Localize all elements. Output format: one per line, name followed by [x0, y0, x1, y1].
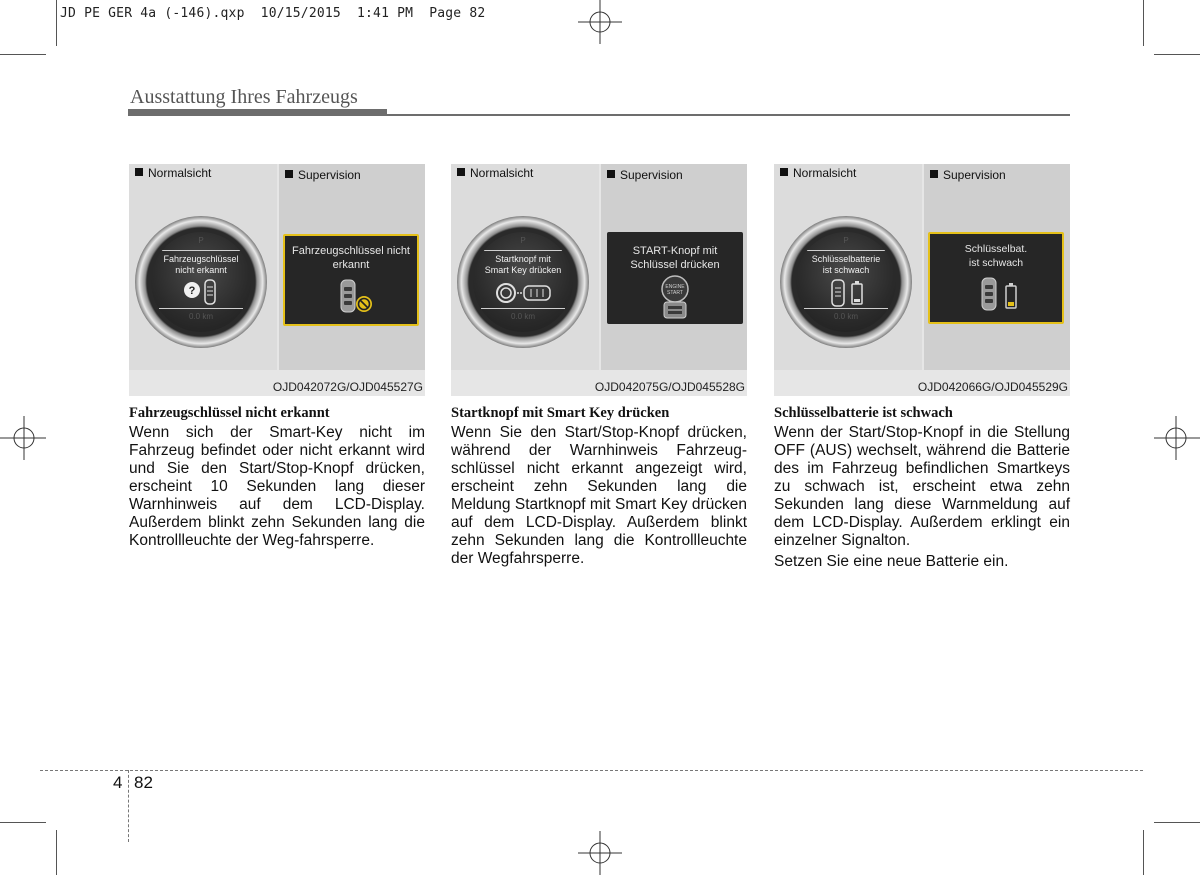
crop-mark — [0, 822, 46, 823]
registration-mark-right — [1154, 414, 1200, 462]
column-heading: Startknopf mit Smart Key drücken — [451, 405, 670, 421]
registration-mark-bottom — [576, 831, 624, 875]
column-heading: Schlüsselbatterie ist schwach — [774, 405, 953, 421]
column-body — [451, 424, 747, 568]
lcd-message: Fahrzeugschlüssel nicht erkannt — [291, 245, 410, 271]
panel-normal-view — [451, 164, 599, 370]
paragraph: Wenn Sie den Start/Stop-Knopf drücken, während der Warnhinweis Fahrzeug-schlüssel nicht erkannt angezeigt wird, erscheint zehn Sekunden lang die Meldung Startknopf mit Smart Key drücken auf dem LCD-Display. Außerdem blinkt zehn Sekunden lang die Kontrollleuchte der Wegfahrsperre. — [451, 424, 747, 567]
lcd-display — [928, 232, 1064, 324]
figure-press-start-with-key — [451, 164, 747, 396]
crop-mark — [56, 0, 57, 46]
figure-code: OJD042075G/OJD045528G — [594, 380, 745, 394]
figure-code: OJD042072G/OJD045527G — [272, 380, 423, 394]
lcd-message: Schlüsselbat. ist schwach — [964, 243, 1028, 269]
figure-key-not-detected — [129, 164, 425, 396]
panel-label: Supervision — [930, 168, 1006, 182]
crop-mark — [0, 54, 46, 55]
print-slug: JD PE GER 4a (-146).qxp 10/15/2015 1:41 PM Page 82 — [60, 6, 486, 21]
crop-mark — [1154, 822, 1200, 823]
crop-mark — [1143, 830, 1144, 875]
panel-label: Supervision — [285, 168, 361, 182]
svg-text:ENGINE: ENGINE — [665, 284, 685, 290]
question-key-icon — [181, 278, 223, 310]
page-number: 82 — [134, 773, 153, 792]
panel-label: Supervision — [607, 168, 683, 182]
lcd-message: START-Knopf mit Schlüssel drücken — [630, 245, 720, 271]
footer-rule — [40, 770, 1143, 771]
footer-divider — [128, 770, 129, 842]
panel-normal-view — [129, 164, 277, 370]
panel-label: Normalsicht — [780, 166, 856, 180]
lcd-display — [607, 232, 743, 324]
header-rule — [128, 114, 1070, 116]
key-no-icon — [335, 278, 377, 316]
key-battery-icon — [828, 278, 868, 308]
lcd-display — [283, 234, 419, 326]
panel-label: Normalsicht — [457, 166, 533, 180]
gauge-message: Fahrzeugschlüssel nicht erkannt — [163, 254, 239, 275]
paragraph: Setzen Sie eine neue Batterie ein. — [774, 553, 1009, 570]
column-body — [774, 424, 1070, 571]
paragraph: Wenn sich der Smart-Key nicht im Fahrzeug befindet oder nicht erkannt wird und Sie den Start/Stop-Knopf drücken, erscheint 10 Sekunden lang dieser Warnhinweis auf dem LCD-Display. Außerdem blinkt zehn Sekunden lang die Kontrollleuchte der Weg-fahrsperre. — [129, 424, 425, 549]
section-title: Ausstattung Ihres Fahrzeugs — [130, 86, 358, 108]
figure-key-battery-low — [774, 164, 1070, 396]
panel-supervision — [279, 164, 425, 370]
panel-normal-view — [774, 164, 922, 370]
paragraph: Wenn der Start/Stop-Knopf in die Stellung OFF (AUS) wechselt, während die Batterie des im Fahrzeug befindlichen Smartkeys zu schwach ist, erscheint etwa zehn Sekunden lang diese Warnmeldung auf dem LCD-Display. Außerdem erklingt ein einzelner Signalton. — [774, 424, 1070, 549]
column-body — [129, 424, 425, 550]
panel-supervision — [601, 164, 747, 370]
key-battery-low-icon — [976, 276, 1022, 316]
cluster-gauge: P Fahrzeugschlüssel nicht erkannt ? 0.0 km — [135, 216, 267, 348]
registration-mark-top — [576, 0, 624, 44]
gauge-message: Schlüsselbatterie ist schwach — [811, 254, 881, 275]
chapter-number: 4 — [113, 773, 123, 792]
svg-text:START: START — [667, 290, 683, 296]
gauge-message: Startknopf mit Smart Key drücken — [484, 254, 562, 275]
column-heading: Fahrzeugschlüssel nicht erkannt — [129, 405, 330, 421]
panel-supervision — [924, 164, 1070, 370]
svg-text:?: ? — [188, 285, 196, 297]
crop-mark — [1143, 0, 1144, 46]
crop-mark — [56, 830, 57, 875]
figure-code: OJD042066G/OJD045529G — [917, 380, 1068, 394]
panel-label: Normalsicht — [135, 166, 211, 180]
cluster-gauge: P Schlüsselbatterie ist schwach 0.0 km — [780, 216, 912, 348]
key-to-button-icon — [495, 280, 553, 306]
engine-start-key-icon — [657, 274, 693, 322]
registration-mark-left — [0, 414, 46, 462]
crop-mark — [1154, 54, 1200, 55]
cluster-gauge: P Startknopf mit Smart Key drücken 0.0 km — [457, 216, 589, 348]
